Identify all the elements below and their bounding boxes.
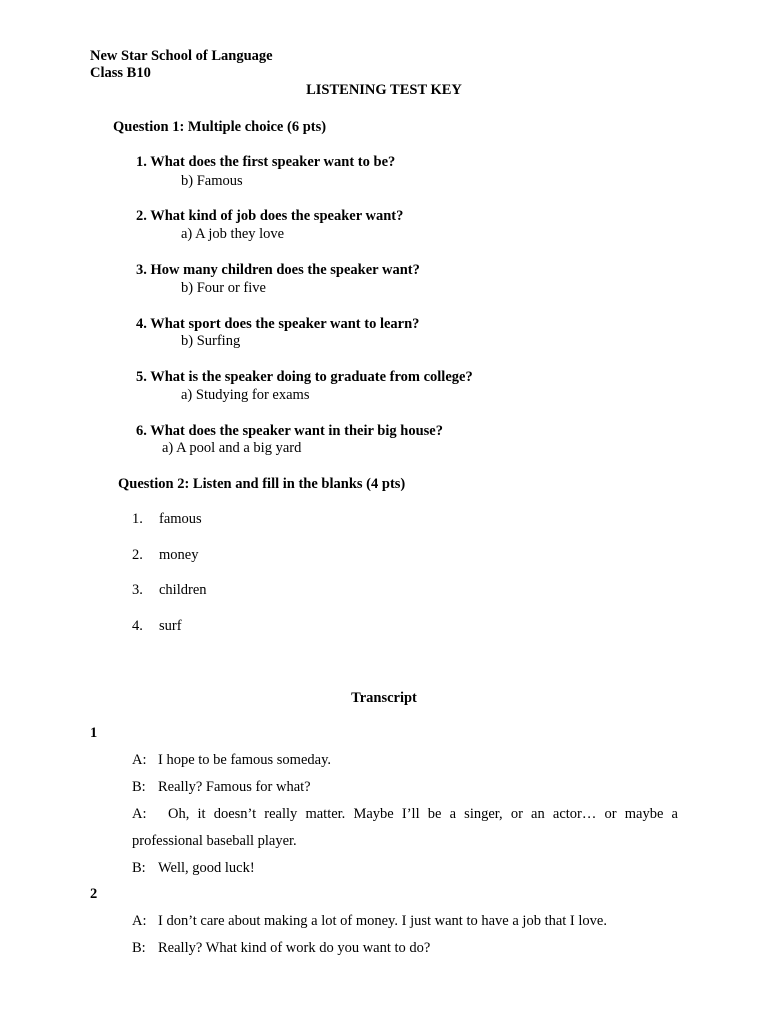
transcript-section-number-2: 2 <box>90 886 98 902</box>
blank-number-1: 1. <box>132 511 143 527</box>
blank-answer-4: surf <box>159 618 182 634</box>
blank-number-4: 4. <box>132 618 143 634</box>
speaker-label: A: <box>132 806 147 822</box>
speaker-label: A: <box>132 913 147 929</box>
blank-answer-1: famous <box>159 511 202 527</box>
speaker-label: B: <box>132 860 146 876</box>
question2-title: Question 2: Listen and fill in the blanks (4 pts) <box>118 476 406 492</box>
page-title: LISTENING TEST KEY <box>306 82 462 98</box>
dialogue-line: Oh, it doesn’t really matter. Maybe I’ll be a singer, or an actor… or maybe a <box>168 806 678 822</box>
mc-answer-2: a) A job they love <box>181 226 285 242</box>
mc-question-6: 6. What does the speaker want in their big house? <box>136 423 443 439</box>
mc-answer-4: b) Surfing <box>181 333 241 349</box>
school-name: New Star School of Language <box>90 48 273 64</box>
transcript-section-number-1: 1 <box>90 725 98 741</box>
dialogue-line-continued: professional baseball player. <box>132 833 297 849</box>
speaker-label: A: <box>132 752 147 768</box>
mc-question-3: 3. How many children does the speaker want? <box>136 262 420 278</box>
blank-answer-2: money <box>159 547 199 563</box>
mc-answer-1: b) Famous <box>181 173 243 189</box>
blank-answer-3: children <box>159 582 207 598</box>
mc-question-5: 5. What is the speaker doing to graduate from college? <box>136 369 473 385</box>
transcript-title: Transcript <box>351 690 417 706</box>
mc-answer-5: a) Studying for exams <box>181 387 310 403</box>
dialogue-line: Really? Famous for what? <box>158 779 311 795</box>
dialogue-line: I don’t care about making a lot of money. I just want to have a job that I love. <box>158 913 607 929</box>
dialogue-line: Really? What kind of work do you want to do? <box>158 940 431 956</box>
blank-number-3: 3. <box>132 582 143 598</box>
speaker-label: B: <box>132 940 146 956</box>
blank-number-2: 2. <box>132 547 143 563</box>
class-name: Class B10 <box>90 65 151 81</box>
speaker-label: B: <box>132 779 146 795</box>
mc-answer-3: b) Four or five <box>181 280 266 296</box>
mc-answer-6: a) A pool and a big yard <box>162 440 302 456</box>
dialogue-line: Well, good luck! <box>158 860 255 876</box>
mc-question-2: 2. What kind of job does the speaker want? <box>136 208 404 224</box>
mc-question-4: 4. What sport does the speaker want to learn? <box>136 316 420 332</box>
mc-question-1: 1. What does the first speaker want to be? <box>136 154 396 170</box>
question1-title: Question 1: Multiple choice (6 pts) <box>113 119 327 135</box>
dialogue-line: I hope to be famous someday. <box>158 752 332 768</box>
